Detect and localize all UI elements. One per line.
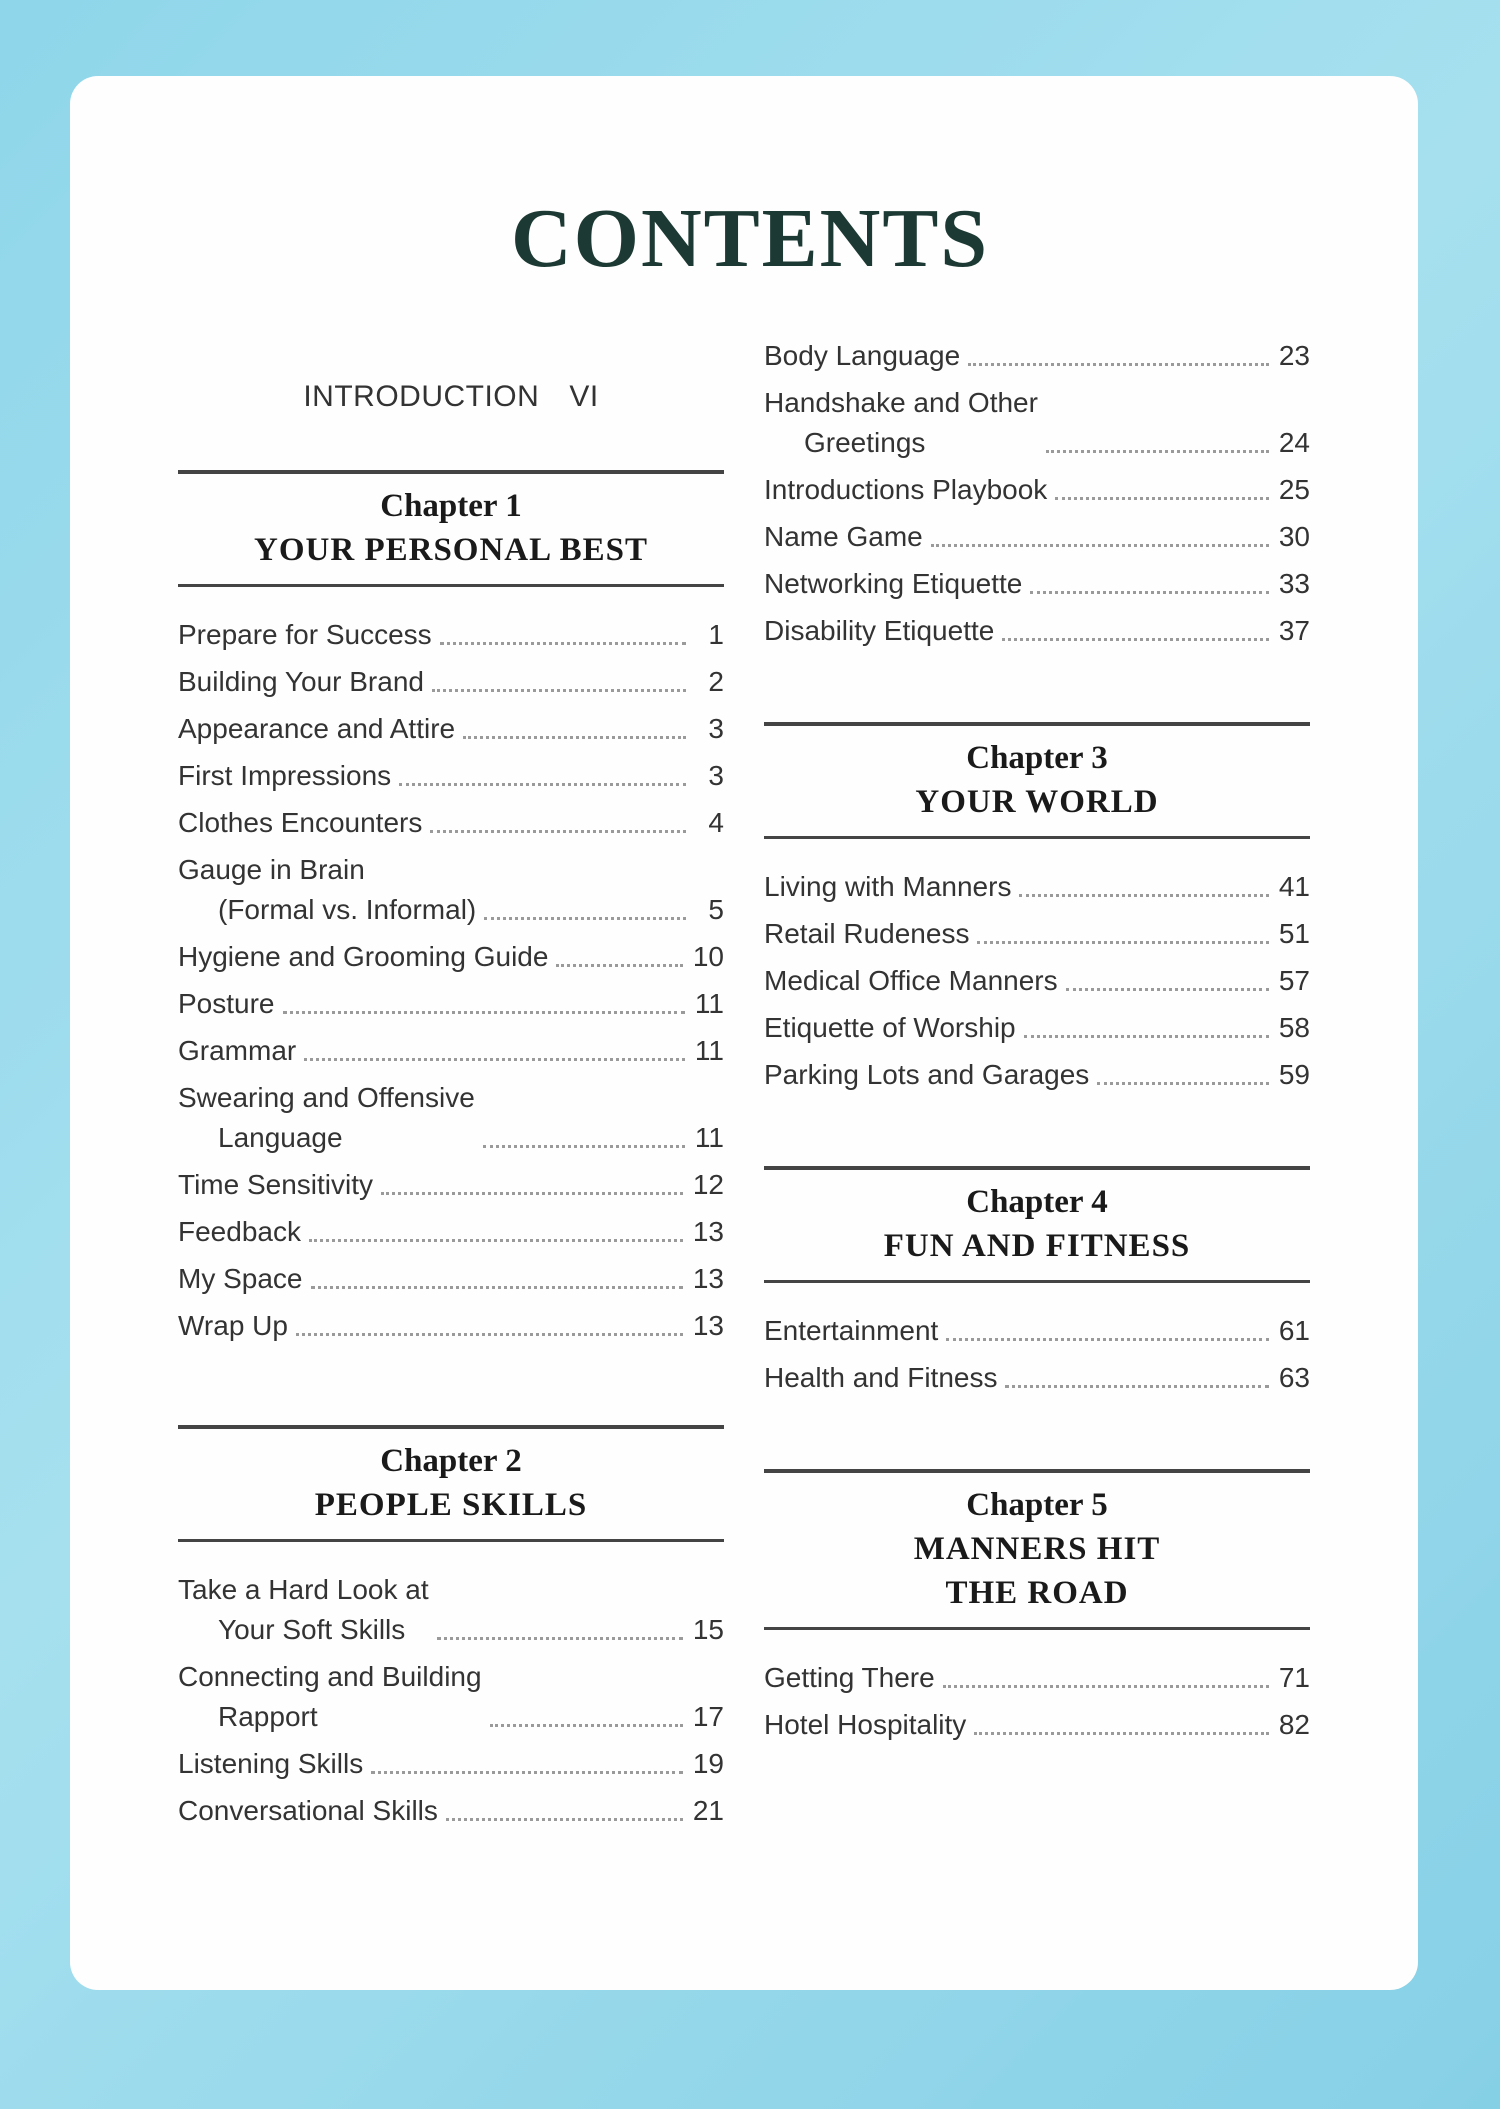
toc-entry-page-number: 5: [708, 894, 724, 925]
toc-entry-title-line: Posture: [178, 988, 275, 1019]
toc-entry-title-line: My Space: [178, 1263, 303, 1294]
toc-entry-page-number: 11: [694, 988, 724, 1019]
dot-leader: [943, 1685, 1269, 1688]
toc-entry-title-line: Conversational Skills: [178, 1795, 438, 1826]
chapter-number: Chapter 3: [966, 740, 1108, 776]
toc-entry-title: [178, 662, 424, 702]
chapter-3-heading: [764, 722, 1310, 839]
toc-entry-title: [764, 1658, 935, 1698]
dot-leader: [399, 783, 686, 786]
toc-entry[interactable]: [178, 1212, 724, 1252]
dot-leader: [371, 1771, 683, 1774]
toc-entry-page-number: 58: [1278, 1012, 1310, 1043]
toc-entry-title: [178, 1306, 288, 1346]
toc-entry-page-number: 3: [708, 760, 724, 791]
dot-leader: [440, 642, 686, 645]
dot-leader: [430, 830, 686, 833]
chapter-2-entries-continued: [764, 336, 1310, 651]
toc-entry-title: [178, 615, 432, 655]
dot-leader: [931, 544, 1269, 547]
toc-entry[interactable]: [764, 611, 1310, 651]
toc-entry-title-line: Introductions Playbook: [764, 474, 1048, 505]
dot-leader: [381, 1192, 683, 1195]
toc-entry-page-number: 23: [1278, 340, 1310, 371]
toc-entry-title: [178, 937, 548, 977]
toc-entry-page-number: 37: [1278, 615, 1310, 646]
page-title: CONTENTS: [510, 192, 990, 285]
toc-entry-title-line: Getting There: [764, 1662, 935, 1693]
toc-entry-page-number: 51: [1278, 918, 1310, 949]
toc-entry[interactable]: [178, 615, 724, 655]
toc-entry-page-number: 3: [708, 713, 724, 744]
dot-leader: [446, 1818, 683, 1821]
toc-entry[interactable]: [764, 470, 1310, 510]
toc-entry-title-line: First Impressions: [178, 760, 392, 791]
toc-entry[interactable]: [764, 383, 1310, 463]
toc-entry[interactable]: [178, 803, 724, 843]
dot-leader: [483, 1145, 685, 1148]
toc-entry-title: [764, 961, 1058, 1001]
toc-entry[interactable]: [178, 709, 724, 749]
chapter-title: YOUR WORLD: [915, 784, 1159, 820]
chapter-5-entries: [764, 1658, 1310, 1745]
toc-entry-title: [178, 1078, 475, 1158]
introduction-label: INTRODUCTION: [303, 380, 540, 413]
toc-entry[interactable]: [764, 914, 1310, 954]
dot-leader: [484, 917, 686, 920]
toc-entry-page-number: 12: [692, 1169, 724, 1200]
toc-entry-page-number: 63: [1278, 1362, 1310, 1393]
dot-leader: [304, 1058, 685, 1061]
toc-entry-title: [178, 1259, 303, 1299]
toc-entry-title-line: Entertainment: [764, 1315, 939, 1346]
toc-entry-title: [178, 1165, 373, 1205]
toc-entry-title-line: Name Game: [764, 521, 923, 552]
dot-leader: [296, 1333, 683, 1336]
chapter-4-heading: [764, 1166, 1310, 1283]
toc-entry-page-number: 25: [1278, 474, 1310, 505]
toc-entry[interactable]: [764, 961, 1310, 1001]
toc-entry[interactable]: [764, 1358, 1310, 1398]
toc-entry-page-number: 41: [1278, 871, 1310, 902]
chapter-5-heading: [764, 1469, 1310, 1630]
toc-entry-page-number: 82: [1278, 1709, 1310, 1740]
dot-leader: [1005, 1385, 1268, 1388]
toc-entry-title: [178, 803, 422, 843]
toc-entry[interactable]: [764, 1311, 1310, 1351]
toc-entry-title-line: Health and Fitness: [764, 1362, 998, 1393]
chapter-title: FUN AND FITNESS: [883, 1228, 1191, 1264]
toc-entry-title-line: Time Sensitivity: [178, 1169, 374, 1200]
toc-entry-title: [178, 984, 275, 1024]
dot-leader: [311, 1286, 683, 1289]
toc-entry-title-line: Clothes Encounters: [178, 807, 423, 838]
toc-entry-page-number: 24: [1278, 427, 1310, 458]
toc-entry[interactable]: [178, 1031, 724, 1071]
dot-leader: [968, 363, 1269, 366]
chapter-4-entries: [764, 1311, 1310, 1398]
chapter-3-entries: [764, 867, 1310, 1095]
toc-entry-page-number: 30: [1278, 521, 1310, 552]
toc-entry-title: [178, 1744, 363, 1784]
toc-entry-title-line: Rapport: [218, 1701, 318, 1732]
toc-entry-page-number: 19: [692, 1748, 724, 1779]
toc-entry[interactable]: [178, 850, 724, 930]
dot-leader: [463, 736, 686, 739]
introduction-page: VI: [569, 380, 599, 413]
chapter-number: Chapter 2: [380, 1443, 522, 1479]
toc-entry-title: [764, 564, 1022, 604]
toc-entry[interactable]: [178, 1657, 724, 1737]
toc-entry-title-line: Swearing and Offensive: [178, 1082, 475, 1113]
toc-entry[interactable]: [764, 517, 1310, 557]
toc-entry-title-line: Building Your Brand: [178, 666, 424, 697]
toc-entry-title-line: Medical Office Manners: [764, 965, 1058, 996]
dot-leader: [977, 941, 1268, 944]
dot-leader: [1019, 894, 1268, 897]
toc-entry-title: [178, 1212, 301, 1252]
toc-entry-title: [178, 709, 455, 749]
toc-entry-title: [764, 383, 1038, 463]
chapter-2-entries: [178, 1570, 724, 1831]
toc-entry-page-number: 33: [1278, 568, 1310, 599]
toc-entry-title-line: Greetings: [804, 427, 926, 458]
toc-entry-title-line: Handshake and Other: [764, 387, 1038, 418]
chapter-title: MANNERS HIT THE ROAD: [913, 1531, 1161, 1611]
dot-leader: [1066, 988, 1269, 991]
toc-entry-title-line: Prepare for Success: [178, 619, 432, 650]
chapter-1-heading: [178, 470, 724, 587]
toc-entry-title: [764, 1705, 966, 1745]
dot-leader: [490, 1724, 683, 1727]
toc-entry-title-line: Your Soft Skills: [218, 1614, 406, 1645]
toc-right-column: [764, 336, 1310, 1752]
toc-entry-title-line: Listening Skills: [178, 1748, 364, 1779]
toc-entry[interactable]: [764, 1008, 1310, 1048]
toc-entry-title-line: Appearance and Attire: [178, 713, 456, 744]
dot-leader: [1046, 450, 1269, 453]
toc-entry-page-number: 11: [694, 1035, 724, 1066]
toc-entry-title: [764, 336, 960, 376]
chapter-number: Chapter 1: [380, 488, 522, 524]
toc-entry-title-line: Hygiene and Grooming Guide: [178, 941, 549, 972]
toc-entry-page-number: 59: [1278, 1059, 1310, 1090]
toc-entry-title: [764, 1358, 997, 1398]
toc-entry[interactable]: [178, 1744, 724, 1784]
toc-entry-title: [178, 850, 476, 930]
toc-entry-title-line: Grammar: [178, 1035, 297, 1066]
toc-entry-title-line: Language: [218, 1122, 343, 1153]
toc-entry-title: [764, 1055, 1089, 1095]
toc-entry-title: [178, 1570, 429, 1650]
toc-entry-title: [764, 1008, 1016, 1048]
toc-entry-title: [764, 611, 994, 651]
chapter-number: Chapter 5: [966, 1487, 1108, 1523]
dot-leader: [974, 1732, 1269, 1735]
toc-entry[interactable]: [178, 1791, 724, 1831]
toc-entry-title-line: Wrap Up: [178, 1310, 288, 1341]
toc-entry[interactable]: [764, 1658, 1310, 1698]
toc-entry[interactable]: [178, 1078, 724, 1158]
toc-entry-page-number: 11: [694, 1122, 724, 1153]
toc-entry-title-line: Gauge in Brain: [178, 854, 365, 885]
toc-entry-page-number: 71: [1278, 1662, 1310, 1693]
toc-entry[interactable]: [764, 336, 1310, 376]
chapter-title: YOUR PERSONAL BEST: [254, 532, 648, 568]
toc-entry[interactable]: [764, 564, 1310, 604]
toc-entry[interactable]: [178, 937, 724, 977]
dot-leader: [1055, 497, 1269, 500]
dot-leader: [946, 1338, 1269, 1341]
toc-entry-page-number: 61: [1278, 1315, 1310, 1346]
toc-left-column: [178, 370, 724, 1838]
toc-entry[interactable]: [178, 1306, 724, 1346]
dot-leader: [432, 689, 686, 692]
toc-entry[interactable]: [764, 1705, 1310, 1745]
toc-entry-title-line: Living with Manners: [764, 871, 1012, 902]
chapter-number: Chapter 4: [966, 1184, 1108, 1220]
toc-entry-title: [178, 1657, 482, 1737]
chapter-2-heading: [178, 1425, 724, 1542]
dot-leader: [1097, 1082, 1269, 1085]
toc-entry-page-number: 2: [708, 666, 724, 697]
introduction-entry[interactable]: [178, 370, 724, 470]
toc-entry-page-number: 21: [692, 1795, 724, 1826]
chapter-1-entries: [178, 615, 724, 1346]
toc-entry-title: [764, 914, 969, 954]
toc-entry-title: [764, 517, 923, 557]
toc-entry-title-line: Parking Lots and Garages: [764, 1059, 1090, 1090]
dot-leader: [1002, 638, 1269, 641]
toc-entry[interactable]: [764, 867, 1310, 907]
toc-entry[interactable]: [178, 1570, 724, 1650]
toc-entry-page-number: 13: [692, 1216, 724, 1247]
dot-leader: [309, 1239, 683, 1242]
toc-entry-page-number: 4: [708, 807, 724, 838]
toc-entry-title: [764, 470, 1047, 510]
toc-entry-title-line: Take a Hard Look at: [178, 1574, 429, 1605]
toc-entry-title: [178, 1031, 296, 1071]
toc-entry-page-number: 13: [692, 1310, 724, 1341]
toc-entry[interactable]: [178, 756, 724, 796]
toc-entry-title-line: Disability Etiquette: [764, 615, 995, 646]
dot-leader: [283, 1011, 685, 1014]
toc-entry[interactable]: [178, 662, 724, 702]
toc-entry-title: [178, 756, 391, 796]
toc-entry-title-line: Connecting and Building: [178, 1661, 482, 1692]
dot-leader: [556, 964, 682, 967]
toc-entry[interactable]: [178, 1165, 724, 1205]
toc-entry-page-number: 17: [692, 1701, 724, 1732]
toc-entry-title: [178, 1791, 438, 1831]
toc-entry-title-line: Etiquette of Worship: [764, 1012, 1016, 1043]
dot-leader: [437, 1637, 683, 1640]
toc-entry-page-number: 15: [692, 1614, 724, 1645]
toc-entry-page-number: 10: [692, 941, 724, 972]
toc-entry-title: [764, 867, 1011, 907]
toc-entry-page-number: 1: [708, 619, 724, 650]
toc-entry-title-line: Feedback: [178, 1216, 301, 1247]
toc-entry-page-number: 57: [1278, 965, 1310, 996]
toc-entry-title-line: Hotel Hospitality: [764, 1709, 967, 1740]
toc-entry-title-line: Retail Rudeness: [764, 918, 970, 949]
toc-entry-title-line: Body Language: [764, 340, 961, 371]
toc-entry[interactable]: [178, 1259, 724, 1299]
dot-leader: [1024, 1035, 1269, 1038]
toc-entry-title: [764, 1311, 938, 1351]
toc-entry-title-line: Networking Etiquette: [764, 568, 1023, 599]
dot-leader: [1030, 591, 1268, 594]
toc-entry[interactable]: [178, 984, 724, 1024]
chapter-title: PEOPLE SKILLS: [314, 1487, 588, 1523]
toc-entry-title-line: (Formal vs. Informal): [218, 894, 477, 925]
toc-entry-page-number: 13: [692, 1263, 724, 1294]
toc-entry[interactable]: [764, 1055, 1310, 1095]
